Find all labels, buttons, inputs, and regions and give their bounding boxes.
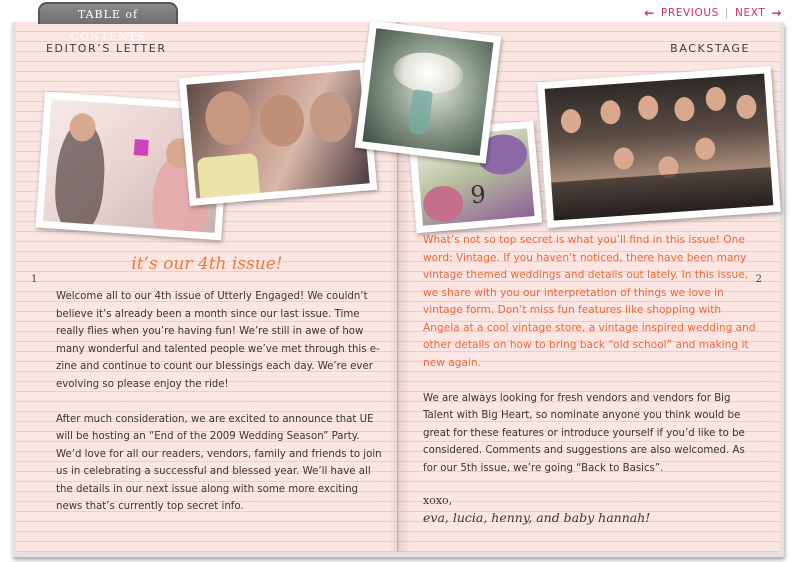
table-number-label: 9 bbox=[469, 180, 488, 210]
magazine-spread bbox=[12, 22, 784, 557]
arrow-left-icon[interactable]: ← bbox=[644, 6, 655, 20]
section-label-backstage: BACKSTAGE bbox=[670, 42, 750, 55]
table-of-contents-tab[interactable]: TABLE of CONTENTS bbox=[38, 2, 178, 24]
section-label-editors-letter: EDITOR’S LETTER bbox=[46, 42, 167, 55]
photo-editors-group bbox=[179, 62, 377, 206]
signoff: xoxo, bbox=[423, 494, 453, 507]
photo-backstage-group bbox=[537, 66, 781, 228]
body-paragraph: We are always looking for fresh vendors and vendors for Big Talent with Big Heart, so nominate anyone you think would be great for these features or introduce yourself if you’d like to be considered. Comments and suggestions are also welcomed. As for our 5th issue, we’re going “Back to Basics”. bbox=[423, 392, 745, 474]
next-link[interactable]: NEXT bbox=[735, 7, 766, 19]
body-paragraph: After much consideration, we are excited to announce that UE will be hosting an “End of the 2009 Wedding Season” Party. We’d love for all our readers, vendors, family and friends to join us in celebrating a successful and blessed year. We’ll have all the details in our next issue along with some more exciting news that’s currently top secret info. bbox=[56, 413, 382, 512]
body-paragraph: Welcome all to our 4th issue of Utterly Engaged! We couldn’t believe it’s already been a month since our last issue. Time really flies when you’re having fun! We’re still in awe of how many wonderful and talented people we’ve met through this e-zine and continue to count our blessings each day. We’re ever evolving so please enjoy the ride! bbox=[56, 291, 380, 390]
page-number-left: 1 bbox=[31, 274, 38, 285]
page-number-right: 2 bbox=[755, 274, 762, 285]
photo-flower-vase bbox=[355, 20, 502, 163]
backstage-body bbox=[423, 232, 759, 495]
previous-link[interactable]: PREVIOUS bbox=[660, 7, 719, 19]
editors-letter-body bbox=[56, 288, 382, 533]
page-navigation bbox=[644, 6, 782, 20]
page-headline: it’s our 4th issue! bbox=[131, 254, 283, 274]
arrow-right-icon[interactable]: → bbox=[771, 6, 782, 20]
body-paragraph-highlight: What’s not so top secret is what you’ll find in this issue! One word: Vintage. If you haven’t noticed, there have been many vintage themed weddings and details out lately. In this issue, we share with you our interpretation of things we love in vintage form. Don’t miss fun features like shopping with Angela at a cool vintage store, a vintage inspired wedding and other details on how to bring back “old school” and making it new again. bbox=[423, 234, 756, 369]
nav-separator: | bbox=[724, 7, 730, 19]
signature: eva, lucia, henny, and baby hannah! bbox=[423, 510, 651, 525]
